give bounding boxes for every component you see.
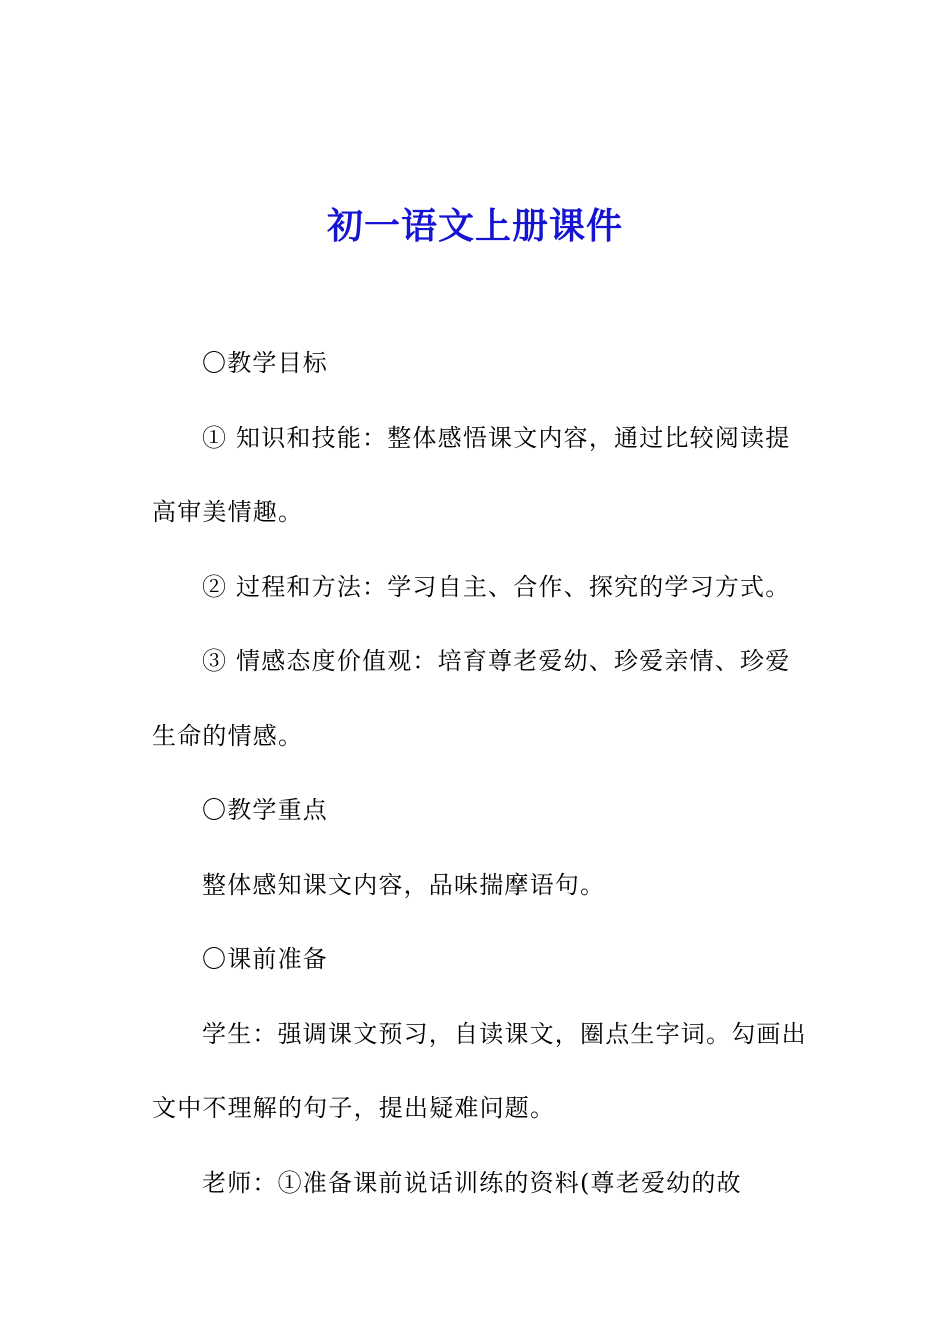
teaching-focus-text: 整体感知课文内容，品味揣摩语句。 (202, 870, 606, 899)
section-heading-preparation: 〇课前准备 (202, 945, 328, 973)
preparation-students: 学生：强调课文预习，自读课文，圈点生字词。勾画出文中不理解的句子，提出疑难问题。 (152, 1019, 807, 1122)
goal-process-methods: ② 过程和方法：学习自主、合作、探究的学习方式。 (202, 572, 791, 601)
document-title: 初一语文上册课件 (326, 205, 623, 248)
document-body (152, 326, 807, 1220)
section-heading-teaching-focus: 〇教学重点 (202, 796, 328, 824)
section-heading-teaching-goals: 〇教学目标 (202, 349, 328, 377)
goal-emotion-values: ③ 情感态度价值观：培育尊老爱幼、珍爱亲情、珍爱生命的情感。 (152, 647, 791, 750)
goal-knowledge-skills: ① 知识和技能：整体感悟课文内容，通过比较阅读提高审美情趣。 (152, 423, 791, 526)
preparation-teacher: 老师：①准备课前说话训练的资料(尊老爱幼的故 (202, 1168, 742, 1197)
